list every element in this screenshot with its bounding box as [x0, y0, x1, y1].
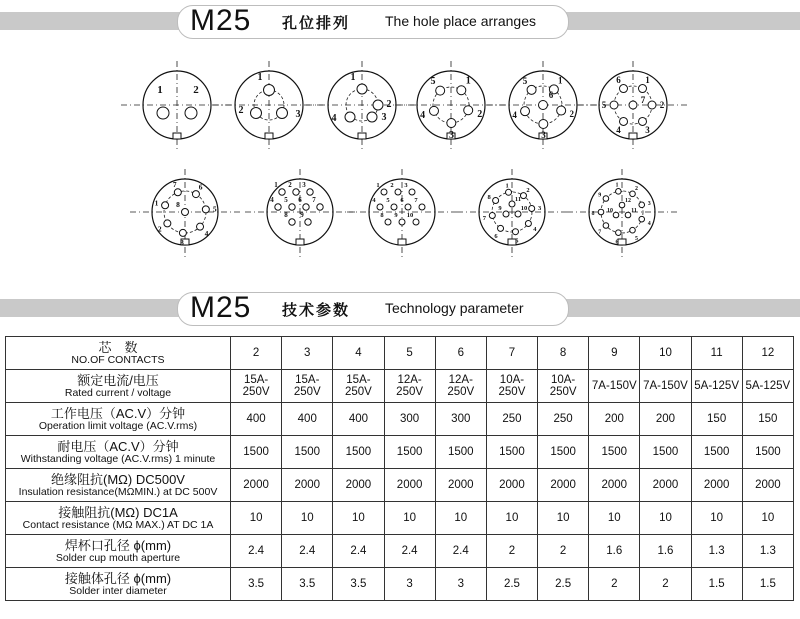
contact-label: 7 [598, 229, 602, 236]
value-cell: 150 [742, 403, 793, 436]
row-header-en: Withstanding voltage (AC.V.rms) 1 minute [20, 452, 216, 465]
row-header [6, 403, 231, 436]
value-cell: 5A-125V [691, 370, 742, 403]
row-header-cn: 芯 数 [98, 339, 138, 355]
contact-count-cell: 10 [640, 337, 691, 370]
contact-hole [373, 100, 383, 110]
contact-hole [405, 204, 411, 210]
contact-hole [557, 106, 566, 115]
contact-hole [179, 229, 186, 236]
contact-hole [275, 204, 281, 210]
row-header-cn: 耐电压（AC.V）分钟 [57, 438, 179, 454]
value-cell: 2000 [691, 469, 742, 502]
value-cell: 1.3 [691, 535, 742, 568]
row-header [6, 337, 231, 370]
contact-label: 6 [400, 197, 404, 204]
value-cell: 150 [691, 403, 742, 436]
value-cell: 3 [384, 568, 435, 601]
contact-label: 2 [193, 84, 199, 96]
contact-label: 5 [515, 237, 519, 245]
value-cell: 1.6 [589, 535, 640, 568]
contact-hole [512, 229, 518, 235]
contact-label: 5 [430, 76, 436, 88]
contact-hole [317, 204, 323, 210]
row-header-en: Solder cup mouth aperture [55, 551, 181, 564]
value-cell: 2000 [384, 469, 435, 502]
row-header-en: Operation limit voltage (AC.V.rms) [38, 419, 198, 432]
row-header-cn: 绝缘阻抗(MΩ) DC500V [51, 471, 185, 487]
contact-hole [648, 101, 656, 109]
contact-label: 10 [520, 205, 528, 212]
contact-label: 4 [533, 226, 537, 234]
value-cell: 10 [589, 502, 640, 535]
contact-label: 11 [514, 196, 522, 203]
value-cell: 1500 [435, 436, 486, 469]
value-cell: 300 [435, 403, 486, 436]
value-cell: 250 [486, 403, 537, 436]
value-cell: 10 [742, 502, 793, 535]
contact-label: 7 [482, 214, 487, 222]
contact-label: 2 [635, 185, 638, 192]
value-cell: 2000 [486, 469, 537, 502]
contact-hole [464, 106, 473, 115]
row-header-cn: 焊杯口孔径 ϕ(mm) [64, 537, 172, 553]
contact-hole [529, 206, 535, 212]
contact-label: 1 [615, 182, 619, 189]
row-header-cn: 额定电流/电压 [77, 372, 159, 388]
contact-hole [357, 84, 367, 94]
contact-label: 1 [557, 75, 563, 86]
contact-hole [251, 108, 262, 119]
row-header-cn: 工作电压（AC.V）分钟 [50, 405, 186, 421]
model-title: M25 [190, 4, 252, 37]
value-cell: 1500 [589, 436, 640, 469]
contact-label: 4 [420, 109, 426, 121]
contact-hole [493, 198, 499, 204]
table-row [6, 436, 794, 469]
contact-hole [279, 189, 285, 195]
value-cell: 2.4 [231, 535, 282, 568]
value-cell: 2.4 [282, 535, 333, 568]
contact-count-cell: 6 [435, 337, 486, 370]
contact-hole [603, 196, 609, 202]
contact-label: 4 [372, 197, 376, 204]
contact-hole [409, 189, 415, 195]
contact-hole [521, 107, 530, 116]
keyway-notch [618, 239, 626, 245]
contact-hole [598, 209, 604, 215]
contact-label: 2 [386, 99, 392, 110]
contact-hole [381, 189, 387, 195]
keyway-notch [398, 239, 406, 245]
row-header [6, 370, 231, 403]
row-header-cn: 接触体孔径 ϕ(mm) [64, 570, 172, 586]
value-cell: 2.4 [435, 535, 486, 568]
contact-label: 8 [176, 200, 180, 209]
value-cell: 2 [486, 535, 537, 568]
value-cell: 10 [640, 502, 691, 535]
model-title: M25 [190, 291, 252, 324]
value-cell: 10A-250V [486, 370, 537, 403]
contact-label: 5 [601, 100, 607, 110]
contact-hole [616, 230, 622, 236]
contact-label: 1 [465, 75, 471, 87]
contact-hole [457, 86, 466, 95]
contact-label: 3 [645, 125, 650, 136]
section-title-en: Technology parameter [385, 300, 524, 316]
value-cell: 2.5 [538, 568, 589, 601]
contact-label: 4 [270, 196, 274, 204]
row-header [6, 568, 231, 601]
contact-hole [307, 189, 313, 195]
value-cell: 10 [282, 502, 333, 535]
value-cell: 2000 [742, 469, 793, 502]
contact-hole [303, 204, 309, 210]
value-cell: 5A-125V [742, 370, 793, 403]
contact-label: 4 [204, 228, 209, 238]
value-cell: 400 [282, 403, 333, 436]
contact-label: 9 [498, 205, 502, 212]
contact-label: 2 [390, 182, 394, 189]
contact-label: 8 [284, 211, 288, 219]
value-cell: 3.5 [231, 568, 282, 601]
contact-hole [620, 85, 628, 93]
contact-hole [277, 108, 288, 119]
contact-hole [539, 101, 548, 110]
value-cell: 10A-250V [538, 370, 589, 403]
contact-label: 7 [312, 196, 316, 204]
value-cell: 1500 [333, 436, 384, 469]
value-cell: 1500 [640, 436, 691, 469]
value-cell: 1500 [691, 436, 742, 469]
value-cell: 2.5 [486, 568, 537, 601]
contact-label: 2 [569, 108, 574, 119]
row-header [6, 535, 231, 568]
contact-hole [293, 189, 299, 195]
contact-label: 7 [414, 197, 418, 204]
contact-label: 2 [288, 181, 292, 189]
value-cell: 10 [333, 502, 384, 535]
contact-label: 6 [494, 232, 498, 240]
contact-label: 2 [526, 187, 530, 195]
contact-label: 8 [380, 212, 384, 219]
value-cell: 2000 [333, 469, 384, 502]
contact-hole [625, 212, 631, 218]
contact-label: 1 [505, 182, 509, 190]
value-cell: 7A-150V [589, 370, 640, 403]
contact-label: 2 [238, 105, 244, 116]
contact-count-cell: 4 [333, 337, 384, 370]
row-header-en: Insulation resistance(MΩMIN.) at DC 500V [18, 485, 218, 498]
contact-hole [164, 220, 171, 227]
contact-label: 3 [295, 109, 301, 120]
contact-hole [391, 204, 397, 210]
contact-hole [639, 216, 645, 222]
contact-hole [413, 219, 419, 225]
contact-hole [197, 223, 204, 230]
contact-hole [345, 112, 355, 122]
contact-count-cell: 2 [231, 337, 282, 370]
contact-label: 2 [659, 100, 665, 110]
value-cell: 1500 [538, 436, 589, 469]
section-title-en: The hole place arranges [385, 13, 536, 29]
contact-label: 12 [625, 198, 631, 204]
contact-label: 8 [591, 211, 595, 217]
keyway-notch [296, 239, 304, 245]
contact-label: 2 [157, 224, 162, 234]
section-title-cn: 孔位排列 [282, 15, 351, 32]
contact-label: 9 [598, 192, 602, 199]
value-cell: 2000 [640, 469, 691, 502]
value-cell: 200 [589, 403, 640, 436]
value-cell: 10 [435, 502, 486, 535]
contact-label: 4 [512, 109, 517, 120]
value-cell: 1.5 [742, 568, 793, 601]
contact-count-cell: 12 [742, 337, 793, 370]
table-row [6, 502, 794, 535]
value-cell: 3 [435, 568, 486, 601]
value-cell: 2.4 [333, 535, 384, 568]
contact-hole [506, 189, 512, 195]
contact-hole [305, 219, 311, 225]
value-cell: 10 [231, 502, 282, 535]
row-header [6, 436, 231, 469]
contact-label: 10 [607, 208, 613, 214]
contact-hole [498, 225, 504, 231]
table-row [6, 370, 794, 403]
keyway-notch [265, 133, 273, 139]
hole-arrangement-diagrams [0, 0, 800, 290]
value-cell: 1.6 [640, 535, 691, 568]
value-cell: 15A-250V [282, 370, 333, 403]
contact-hole [436, 86, 445, 95]
contact-hole [289, 204, 295, 210]
contact-hole [503, 211, 509, 217]
value-cell: 400 [231, 403, 282, 436]
contact-hole [639, 202, 645, 208]
row-header-en: Contact resistance (MΩ MAX.) AT DC 1A [22, 518, 214, 531]
contact-label: 1 [645, 74, 650, 85]
contact-hole [395, 189, 401, 195]
row-header-cn: 接触阻抗(MΩ) DC1A [58, 504, 178, 520]
contact-label: 6 [198, 182, 203, 192]
table-row [6, 337, 794, 370]
contact-label: 5 [522, 76, 528, 87]
value-cell: 2000 [589, 469, 640, 502]
contact-label: 5 [386, 197, 390, 204]
value-cell: 3.5 [282, 568, 333, 601]
contact-count-cell: 5 [384, 337, 435, 370]
contact-label: 2 [477, 108, 483, 120]
contact-label: 8 [487, 193, 491, 201]
value-cell: 2 [538, 535, 589, 568]
row-header [6, 469, 231, 502]
contact-hole [174, 189, 181, 196]
keyway-notch [173, 133, 181, 139]
contact-label: 6 [615, 239, 619, 246]
contact-hole [162, 202, 169, 209]
value-cell: 10 [691, 502, 742, 535]
contact-hole [629, 101, 637, 109]
contact-hole [610, 101, 618, 109]
contact-label: 3 [537, 205, 542, 213]
value-cell: 1500 [384, 436, 435, 469]
value-cell: 7A-150V [640, 370, 691, 403]
contact-hole [613, 212, 619, 218]
keyway-notch [629, 133, 637, 139]
contact-label: 4 [331, 113, 337, 124]
contact-label: 4 [647, 220, 651, 227]
contact-hole [202, 206, 209, 213]
table-row [6, 568, 794, 601]
contact-hole [489, 212, 495, 218]
contact-hole [264, 85, 275, 96]
value-cell: 1.3 [742, 535, 793, 568]
row-header-en: Rated current / voltage [64, 386, 172, 399]
contact-label: 3 [647, 201, 651, 208]
contact-label: 9 [300, 211, 304, 219]
value-cell: 10 [486, 502, 537, 535]
section-title-cn: 技术参数 [282, 302, 351, 319]
value-cell: 2000 [435, 469, 486, 502]
contact-hole [619, 202, 625, 208]
contact-label: 5 [212, 204, 217, 214]
contact-hole [399, 219, 405, 225]
contact-hole [603, 223, 609, 229]
contact-count-cell: 3 [282, 337, 333, 370]
contact-label: 5 [284, 196, 288, 204]
value-cell: 400 [333, 403, 384, 436]
contact-label: 3 [302, 181, 306, 189]
table-row [6, 469, 794, 502]
table-row [6, 403, 794, 436]
value-cell: 1.5 [691, 568, 742, 601]
contact-hole [616, 189, 622, 195]
contact-label: 3 [404, 182, 408, 189]
contact-label: 4 [616, 125, 621, 136]
contact-count-cell: 7 [486, 337, 537, 370]
value-cell: 3.5 [333, 568, 384, 601]
contact-hole [527, 85, 536, 94]
contact-count-cell: 8 [538, 337, 589, 370]
contact-label: 1 [274, 181, 278, 189]
row-header-en: Solder inter diameter [69, 584, 167, 597]
contact-label: 6 [298, 196, 302, 204]
value-cell: 1500 [231, 436, 282, 469]
contact-hole [429, 106, 438, 115]
contact-hole [385, 219, 391, 225]
value-cell: 1500 [742, 436, 793, 469]
contact-hole [182, 209, 189, 216]
contact-hole [447, 118, 456, 127]
value-cell: 10 [538, 502, 589, 535]
value-cell: 15A-250V [333, 370, 384, 403]
contact-label: 1 [157, 84, 163, 96]
contact-label: 7 [640, 95, 646, 105]
row-header [6, 502, 231, 535]
value-cell: 12A-250V [435, 370, 486, 403]
row-header-en: NO.OF CONTACTS [71, 353, 165, 366]
contact-label: 10 [406, 212, 414, 219]
value-cell: 1500 [282, 436, 333, 469]
contact-hole [377, 204, 383, 210]
contact-hole [192, 191, 199, 198]
contact-hole [419, 204, 425, 210]
contact-label: 3 [381, 112, 387, 123]
contact-label: 11 [631, 208, 637, 214]
banner-technology-parameter [0, 292, 800, 324]
contact-count-cell: 11 [691, 337, 742, 370]
contact-label: 7 [172, 179, 177, 189]
value-cell: 300 [384, 403, 435, 436]
contact-hole [639, 85, 647, 93]
contact-hole [185, 107, 197, 119]
contact-label: 1 [257, 72, 263, 83]
technology-parameter-table [5, 336, 794, 601]
value-cell: 15A-250V [231, 370, 282, 403]
contact-hole [367, 112, 377, 122]
value-cell: 2 [589, 568, 640, 601]
contact-label: 3 [449, 129, 455, 141]
contact-hole [157, 107, 169, 119]
contact-hole [630, 227, 636, 233]
value-cell: 2.4 [384, 535, 435, 568]
contact-count-cell: 9 [589, 337, 640, 370]
contact-hole [289, 219, 295, 225]
contact-label: 1 [350, 72, 356, 83]
contact-label: 6 [548, 90, 554, 100]
value-cell: 12A-250V [384, 370, 435, 403]
value-cell: 2000 [282, 469, 333, 502]
contact-label: 9 [394, 212, 398, 219]
value-cell: 2000 [231, 469, 282, 502]
value-cell: 10 [384, 502, 435, 535]
value-cell: 250 [538, 403, 589, 436]
value-cell: 1500 [486, 436, 537, 469]
value-cell: 2000 [538, 469, 589, 502]
keyway-notch [358, 133, 366, 139]
table-row [6, 535, 794, 568]
contact-label: 3 [541, 129, 546, 140]
contact-label: 6 [616, 74, 621, 85]
contact-label: 1 [154, 198, 159, 208]
contact-hole [539, 119, 548, 128]
contact-label: 1 [376, 182, 380, 189]
contact-label: 5 [635, 236, 638, 243]
contact-hole [525, 220, 531, 226]
value-cell: 200 [640, 403, 691, 436]
value-cell: 2 [640, 568, 691, 601]
contact-label: 3 [180, 237, 184, 247]
